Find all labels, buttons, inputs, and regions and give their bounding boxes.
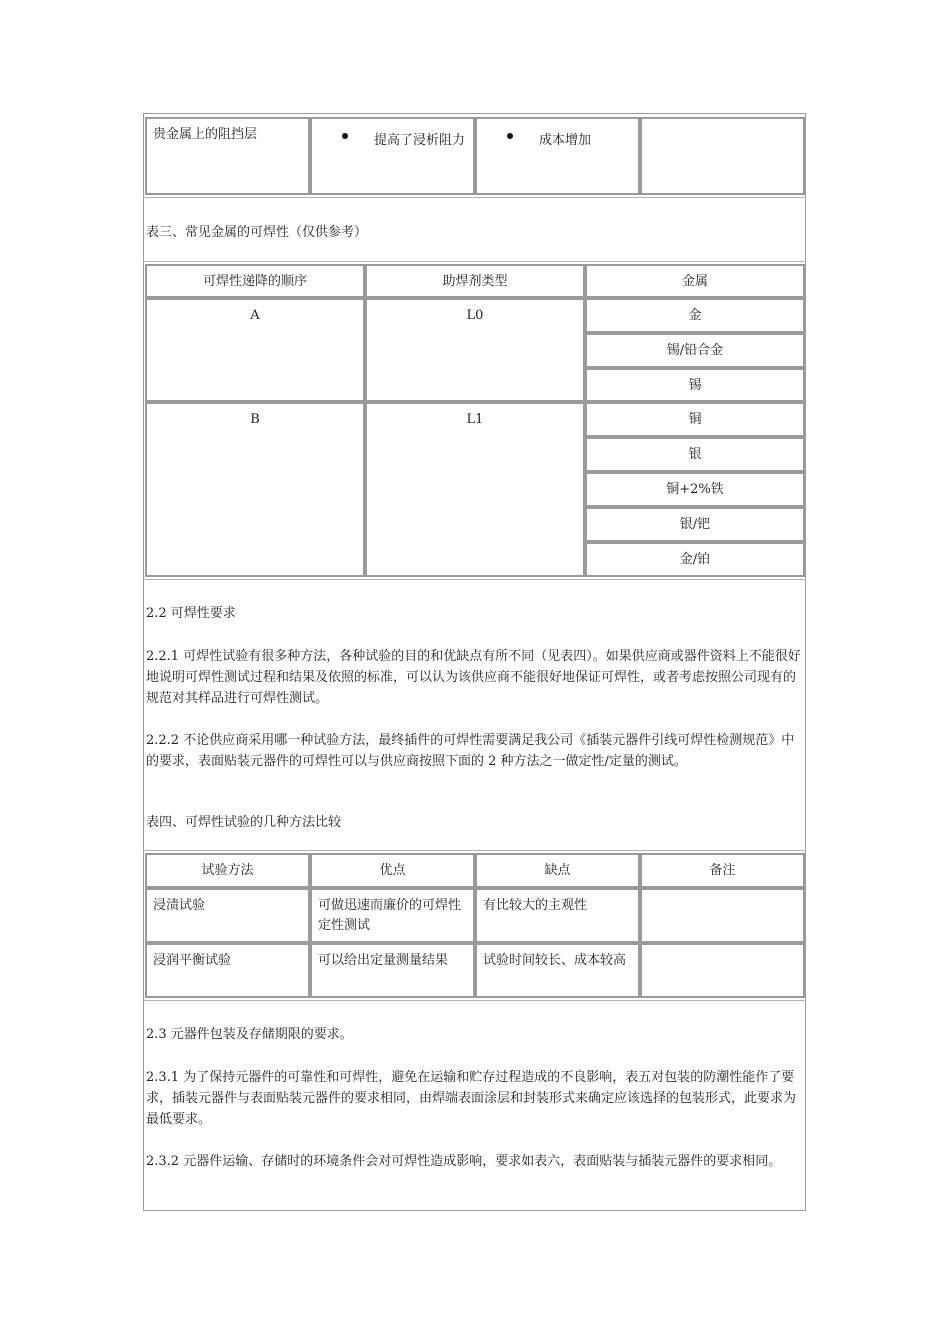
table3-order-b: B [145, 402, 365, 577]
remark-cell [640, 117, 805, 195]
table4-cell: 有比较大的主观性 [475, 888, 640, 943]
barrier-layer-cell [145, 117, 310, 195]
table3-metal: 锡/铅合金 [585, 333, 805, 368]
bullet-icon [342, 133, 348, 139]
section-2-2-2-paragraph: 2.2.2 不论供应商采用哪一种试验方法，最终插件的可焊性需要满足我公司《插装元器件引线可焊性检测规范》中的要求，表面贴装元器件的可焊性可以与供应商按照下面的 2 种方法之一做定性/定量的测试。 [146, 733, 795, 769]
table4-header-remark: 备注 [640, 853, 805, 888]
divider [143, 197, 806, 198]
table4-header-method: 试验方法 [145, 853, 310, 888]
table3-metal: 银/钯 [585, 507, 805, 542]
table4-caption: 表四、可焊性试验的几种方法比较 [146, 815, 342, 830]
section-2-3-2-paragraph: 2.3.2 元器件运输、存储时的环境条件会对可焊性造成影响，要求如表六，表面贴装与插装元器件的要求相同。 [146, 1154, 782, 1169]
table4-cell: 浸渍试验 [145, 888, 310, 943]
table3-metal: 锡 [585, 368, 805, 402]
table3-metal: 金/铂 [585, 542, 805, 577]
table4-cell: 浸润平衡试验 [145, 943, 310, 998]
table4-cell: 可做迅速而廉价的可焊性定性测试 [310, 888, 475, 943]
section-2-2-1-paragraph: 2.2.1 可焊性试验有很多种方法，各种试验的目的和优缺点有所不同（见表四）。如果供应商或器件资料上不能很好地说明可焊性测试过程和结果及依照的标准，可以认为该供应商不能很好地保证可焊性，或者考虑按照公司现有的规范对其样品进行可焊性测试。 [146, 649, 801, 706]
divider [143, 261, 806, 262]
table3-caption: 表三、常见金属的可焊性（仅供参考） [146, 225, 368, 240]
section-2-2-heading: 2.2 可焊性要求 [146, 606, 236, 621]
table3-order-a: A [145, 298, 365, 402]
bullet-icon [507, 133, 513, 139]
table4-cell: 试验时间较长、成本较高 [475, 943, 640, 998]
table4-header-advantage: 优点 [310, 853, 475, 888]
table4-cell [640, 888, 805, 943]
section-2-3-1-paragraph: 2.3.1 为了保持元器件的可靠性和可焊性，避免在运输和贮存过程造成的不良影响，表五对包装的防潮性能作了要求，插装元器件与表面贴装元器件的要求相同，由焊端表面涂层和封装形式来确定应该选择的包装形式，此要求为最低要求。 [146, 1070, 797, 1127]
divider [143, 579, 806, 580]
table4-cell: 可以给出定量测量结果 [310, 943, 475, 998]
disadvantage-text: 成本增加 [539, 133, 592, 148]
table3-metal: 银 [585, 437, 805, 472]
table4-header-disadvantage: 缺点 [475, 853, 640, 888]
disadvantage-cell [475, 117, 640, 195]
table3-flux-l1: L1 [365, 402, 585, 577]
section-2-3-heading: 2.3 元器件包装及存储期限的要求。 [146, 1027, 353, 1042]
barrier-layer-label: 贵金属上的阻挡层 [153, 127, 258, 142]
divider [143, 850, 806, 851]
table3-metal: 铜+2%铁 [585, 472, 805, 507]
table3-header-metal: 金属 [585, 264, 805, 298]
table3-metal: 铜 [585, 402, 805, 437]
advantage-cell [310, 117, 475, 195]
table4-cell [640, 943, 805, 998]
table3-header-order: 可焊性递降的顺序 [145, 264, 365, 298]
table3-metal: 金 [585, 298, 805, 333]
table3-flux-l0: L0 [365, 298, 585, 402]
advantage-text: 提高了浸析阻力 [374, 133, 466, 148]
table3-header-flux: 助焊剂类型 [365, 264, 585, 298]
divider [143, 1000, 806, 1001]
